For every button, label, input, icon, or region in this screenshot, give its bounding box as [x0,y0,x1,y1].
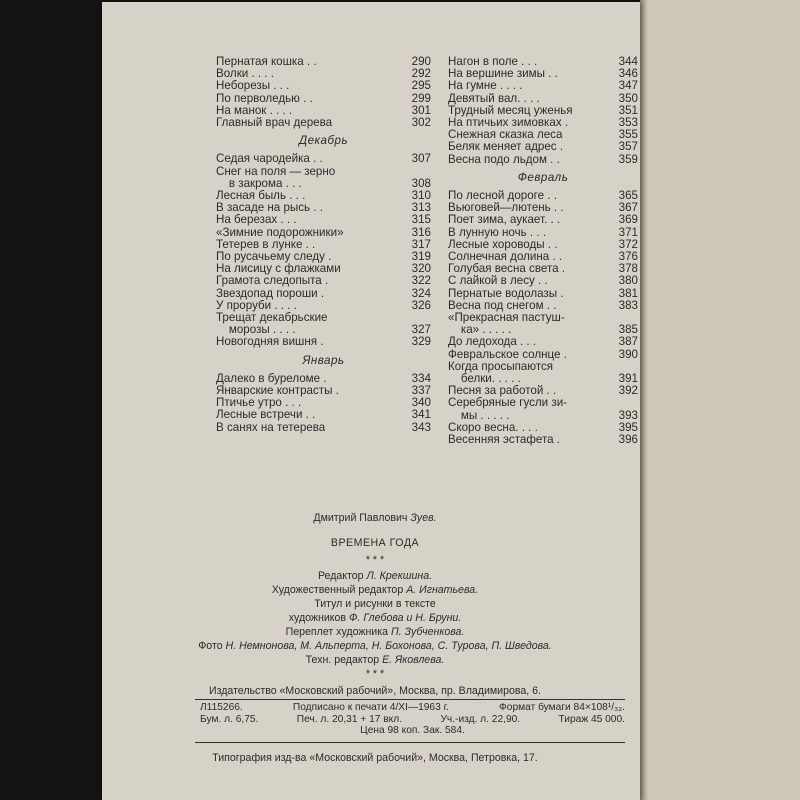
toc-entry-page: 322 [411,274,431,288]
toc-left-column [216,56,431,434]
photo-line [140,640,610,652]
toc-entry-title: мы . . . . . [448,409,510,422]
toc-entry-page: 378 [618,262,638,276]
toc-entry-page: 371 [618,225,638,239]
toc-entry-title: морозы . . . . [216,324,296,337]
toc-entry [448,397,638,409]
toc-entry [216,275,431,287]
publisher-line: Издательство «Московский рабочий», Москва, пр. Владимирова, 6. [209,685,541,697]
toc-entry-title: Снег на поля — зерно [216,165,336,178]
toc-entry-title: До ледохода . . . [448,336,537,349]
toc-entry [448,336,638,348]
toc-entry [216,409,431,421]
toc-entry [448,373,638,385]
toc-entry-title: На березах . . . [216,214,297,227]
toc-entry [448,361,638,373]
toc-entry-page: 383 [618,298,638,312]
toc-entry [448,275,638,287]
printing-house-line: Типография изд-ва «Московский рабочий», Москва, Петровка, 17. [212,752,538,764]
toc-entry [448,190,638,202]
toc-entry-title: Пернатые водолазы . [448,287,564,300]
toc-entry-title: По лесной дороге . . [448,190,557,203]
art-editor-label: Художественный редактор [271,584,404,596]
toc-entry-title: Тетерев в лунке . . [216,238,316,251]
toc-entry-page: 351 [618,103,638,117]
toc-entry-page: 353 [618,116,638,130]
toc-entry-page: 302 [411,116,431,130]
toc-entry-page: 391 [618,372,638,386]
binding-name: П. Зубченкова. [390,626,465,638]
toc-entry-page: 327 [411,323,431,337]
toc-entry [216,56,431,68]
toc-entry [216,324,431,336]
toc-entry [216,239,431,251]
art-editor-line [140,584,610,596]
toc-entry-title: Снежная сказка леса [448,129,563,142]
toc-entry [448,80,638,92]
title-drawings-line: Титул и рисунки в тексте [314,598,436,610]
toc-entry-page: 369 [618,213,638,227]
toc-entry-title: Когда просыпаются [448,360,554,373]
toc-entry [448,129,638,141]
toc-entry-page: 387 [618,335,638,349]
toc-entry-title: Песня за работой . . [448,385,557,398]
toc-entry-page: 299 [411,91,431,105]
toc-entry-title: белки. . . . . [448,373,521,386]
tech-editor-label: Техн. редактор [305,654,380,666]
toc-entry-page: 359 [618,152,638,166]
toc-entry-page: 326 [411,298,431,312]
author-surname: Зуев. [410,512,437,524]
toc-entry-title: Трудный месяц уженья [448,104,573,117]
toc-entry-title: В санях на тетерева [216,421,326,434]
toc-entry [216,385,431,397]
toc-entry-title: Девятый вал. . . . [448,92,540,105]
toc-entry-page: 355 [618,128,638,142]
tech-editor-line [140,654,610,666]
toc-entry [448,214,638,226]
toc-entry [448,422,638,434]
toc-entry-page: 315 [411,213,431,227]
toc-entry-title: В засаде на рысь . . [216,202,323,215]
author-name: Дмитрий Павлович [313,512,408,524]
toc-entry [216,166,431,178]
toc-entry [448,154,638,166]
toc-entry-title: в закрома . . . [216,177,302,190]
toc-entry-page: 295 [411,79,431,93]
toc-entry-title: Трещат декабрьские [216,312,328,325]
toc-entry-page: 308 [411,176,431,190]
toc-entry [448,349,638,361]
toc-entry-page: 357 [618,140,638,154]
top-rule [195,699,625,700]
toc-entry-title: Весенняя эстафета . [448,434,561,447]
toc-entry-page: 292 [411,67,431,81]
toc-entry [216,214,431,226]
toc-entry-title: Звездопад пороши . [216,287,325,300]
toc-entry-title: Главный врач дерева [216,117,333,130]
toc-entry-title: По русачьему следу . [216,251,332,264]
toc-entry-page: 350 [618,91,638,105]
toc-entry-title: На манок . . . . [216,104,293,117]
toc-entry [448,324,638,336]
toc-entry-page: 310 [411,189,431,203]
toc-entry-page: 346 [618,67,638,81]
toc-entry [216,178,431,190]
toc-entry [216,288,431,300]
month-header: Январь [302,353,345,367]
toc-entry-title: Новогодняя вишня . [216,336,324,349]
toc-entry-page: 329 [411,335,431,349]
tech-editor-name: Е. Яковлева. [382,654,445,666]
toc-entry-title: Далеко в буреломе . [216,372,327,385]
artists-names: Ф. Глебова и Н. Бруни. [349,612,462,624]
toc-entry-title: Поет зима, аукает. . . [448,214,561,227]
toc-entry-title: Весна под снегом . . [448,299,557,312]
toc-entry-title: Лесные хороводы . . [448,238,558,251]
toc-entry [216,153,431,165]
toc-entry-title: Голубая весна света . [448,263,566,276]
editor-label: Редактор [317,570,364,582]
toc-entry-page: 301 [411,103,431,117]
toc-entry-page: 396 [618,433,638,447]
toc-entry-title: У проруби . . . . [216,299,297,312]
toc-entry [448,312,638,324]
toc-entry-page: 317 [411,237,431,251]
toc-entry [216,336,431,348]
toc-entry [448,410,638,422]
toc-entry-title: Волки . . . . [216,68,275,81]
toc-entry-page: 393 [618,408,638,422]
toc-entry-page: 385 [618,323,638,337]
spec-price: Цена 98 коп. Зак. 584. [360,725,465,736]
toc-entry-page: 324 [411,286,431,300]
toc-entry-title: ка» . . . . . [448,324,512,337]
toc-entry-title: Скоро весна. . . . [448,421,538,434]
toc-entry-title: Серебряные гусли зи- [448,397,568,410]
toc-entry-title: Солнечная долина . . [448,251,563,264]
toc-entry-page: 365 [618,189,638,203]
artists-label: художников [288,612,347,624]
toc-entry-title: На лисицу с флажками [216,263,341,276]
toc-entry-title: Беляк меняет адрес . [448,141,564,154]
toc-entry [448,117,638,129]
toc-entry-title: Нагон в поле . . . [448,56,538,68]
toc-entry [448,251,638,263]
toc-entry-page: 316 [411,225,431,239]
toc-entry-title: Лесная быль . . . [216,190,306,203]
binding-label: Переплет художника [285,626,388,638]
print-specs [200,702,625,737]
spec-code: Л115266. [200,702,243,713]
toc-entry-title: На гумне . . . . [448,80,523,93]
editor-line [140,570,610,582]
photo-label: Фото [198,640,223,652]
toc-entry [216,105,431,117]
toc-entry [216,422,431,434]
toc-entry-page: 290 [411,55,431,68]
toc-entry [216,117,431,129]
spec-print-sheets: Печ. л. 20,31 + 17 вкл. [296,713,403,725]
spec-edit-sheets: Уч.-изд. л. 22,90. [440,713,521,725]
toc-entry [216,68,431,80]
toc-entry [448,141,638,153]
toc-entry [216,300,431,312]
photo-names: Н. Немнонова, М. Альперта, Н. Бохонова, С. Турова, П. Шведова. [225,640,552,652]
art-editor-name: А. Игнатьева. [406,584,479,596]
toc-entry-title: Пернатая кошка . . [216,56,317,68]
toc-entry-title: Седая чародейка . . [216,153,323,166]
bottom-rule [195,742,625,743]
editor-name: Л. Крекшина. [366,570,433,582]
toc-entry [448,434,638,446]
toc-entry-page: 343 [411,420,431,434]
toc-entry-page: 313 [411,201,431,215]
toc-entry-page: 347 [618,79,638,93]
toc-right-column [448,56,638,446]
toc-entry-title: Лесные встречи . . [216,409,316,422]
toc-entry [216,190,431,202]
month-header: Декабрь [298,134,349,148]
toc-entry-page: 395 [618,420,638,434]
toc-entry [448,385,638,397]
toc-entry-title: Весна подо льдом . . [448,153,560,166]
toc-entry [448,93,638,105]
toc-entry [448,227,638,239]
spec-paper-sheets: Бум. л. 6,75. [200,713,259,725]
toc-entry-title: Февральское солнце . [448,348,567,361]
toc-entry [216,93,431,105]
toc-entry-title: Грамота следопыта . [216,275,329,288]
toc-entry-title: На птичьих зимовках . [448,117,569,130]
toc-entry [216,312,431,324]
toc-entry-page: 376 [618,250,638,264]
toc-entry [216,373,431,385]
toc-entry [216,202,431,214]
toc-entry [448,300,638,312]
toc-entry-page: 367 [618,201,638,215]
toc-entry [448,105,638,117]
toc-entry [216,397,431,409]
spec-format: Формат бумаги 84×108¹/₃₂. [499,702,625,713]
toc-entry-title: По перволедью . . [216,92,313,105]
toc-entry-title: С лайкой в лесу . . [448,275,548,288]
toc-entry-page: 334 [411,371,431,385]
toc-entry-title: «Зимние подорожники» [216,226,344,239]
toc-entry-page: 380 [618,274,638,288]
toc-entry-title: Январские контрасты . [216,385,339,398]
spec-signed: Подписано к печати 4/XI—1963 г. [292,702,449,713]
spec-print-run: Тираж 45 000. [558,713,625,725]
book-spine-shadow [640,0,648,800]
toc-entry-page: 381 [618,286,638,300]
stars-separator-2: * * * [365,668,385,680]
binding-line [140,626,610,638]
toc-entry [216,263,431,275]
toc-entry-title: На вершине зимы . . [448,68,558,81]
toc-entry-page: 390 [618,347,638,361]
toc-entry [448,68,638,80]
toc-entry-page: 337 [411,384,431,398]
toc-entry-page: 307 [411,152,431,166]
toc-entry-title: «Прекрасная пастуш- [448,312,565,325]
toc-entry [216,251,431,263]
toc-entry-page: 340 [411,396,431,410]
month-header: Февраль [517,170,569,184]
toc-entry-page: 319 [411,250,431,264]
artists-line [140,612,610,624]
author-line [140,512,610,524]
toc-entry [448,263,638,275]
toc-entry-page: 372 [618,237,638,251]
toc-entry-title: Вьюговей—лютень . . [448,202,564,215]
book-title: ВРЕМЕНА ГОДА [330,537,420,549]
adjacent-page-edge [640,0,800,800]
toc-entry [448,56,638,68]
toc-entry-page: 341 [411,408,431,422]
toc-entry [216,80,431,92]
toc-entry-title: Неборезы . . . [216,80,290,93]
toc-entry-page: 392 [618,384,638,398]
stars-separator: * * * [365,554,385,566]
toc-entry-page: 320 [411,262,431,276]
toc-entry-title: В лунную ночь . . . [448,226,547,239]
toc-entry-title: Птичье утро . . . [216,397,302,410]
toc-entry-page: 344 [618,55,638,68]
toc-entry [216,227,431,239]
toc-entry [448,202,638,214]
toc-entry [448,288,638,300]
toc-entry [448,239,638,251]
